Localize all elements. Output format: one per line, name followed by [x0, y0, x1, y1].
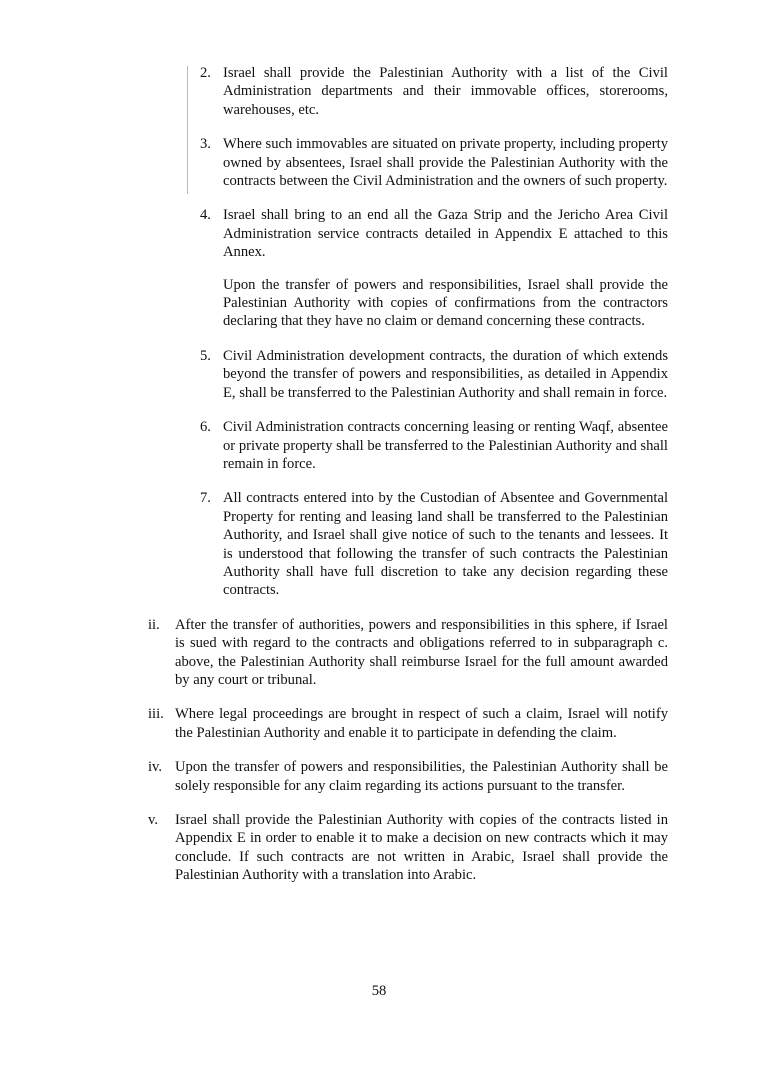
item-marker: iv. [148, 759, 163, 776]
item-text [223, 64, 668, 119]
item-text [223, 206, 668, 330]
list-item [148, 811, 668, 885]
item-text [175, 705, 668, 742]
item-marker: ii. [148, 616, 160, 633]
list-item [200, 206, 668, 330]
paragraph: All contracts entered into by the Custodian of Absentee and Governmental Property for renting and leasing land shall be transferred to the Palestinian Authority, and Israel shall give notice of such to the tenants and lessees. It is understood that following the transfer of such contracts the Palestinian Authority shall have full discretion to take any decision regarding these contracts. [223, 490, 668, 599]
item-marker: 5. [200, 347, 211, 364]
list-item [200, 489, 668, 599]
item-text [175, 758, 668, 795]
item-marker: v. [148, 812, 158, 828]
paragraph: Civil Administration contracts concerning leasing or renting Waqf, absentee or private property shall be transferred to the Palestinian Authority and shall remain in force. [223, 419, 668, 472]
item-text [223, 418, 668, 473]
item-marker: 4. [200, 207, 211, 224]
item-text [175, 616, 668, 690]
page-content [148, 64, 668, 901]
list-item [148, 616, 668, 690]
item-marker: 6. [200, 419, 211, 436]
paragraph: After the transfer of authorities, powers and responsibilities in this sphere, if Israel is sued with regard to the contracts and obligations referred to in subparagraph c. above, the Palestinian Authority shall reimburse Israel for the full amount awarded by any court or tribunal. [175, 616, 668, 688]
list-item [148, 705, 668, 742]
page-number: 58 [371, 983, 387, 999]
list-item [200, 418, 668, 473]
item-marker: 7. [200, 490, 211, 507]
list-item [200, 347, 668, 402]
paragraph: Upon the transfer of powers and responsibilities, the Palestinian Authority shall be solely responsible for any claim regarding its actions pursuant to the transfer. [175, 759, 668, 794]
paragraph: Israel shall provide the Palestinian Authority with a list of the Civil Administration departments and their immovable offices, storerooms, warehouses, etc. [223, 65, 668, 118]
paragraph: Israel shall bring to an end all the Gaza Strip and the Jericho Area Civil Administration service contracts detailed in Appendix E attached to this Annex. [223, 207, 668, 261]
item-text [223, 135, 668, 190]
paragraph: Where legal proceedings are brought in respect of such a claim, Israel will notify the Palestinian Authority and enable it to participate in defending the claim. [175, 706, 668, 741]
item-text [175, 811, 668, 885]
paragraph: Civil Administration development contracts, the duration of which extends beyond the transfer of powers and responsibilities, as detailed in Appendix E, shall be transferred to the Palestinian Authority and shall remain in force. [223, 347, 668, 401]
list-item [148, 758, 668, 795]
item-marker: 2. [200, 65, 211, 81]
item-marker: 3. [200, 136, 211, 153]
item-marker: iii. [148, 706, 164, 723]
item-text [223, 489, 668, 599]
paragraph: Israel shall provide the Palestinian Authority with copies of the contracts listed in Appendix E in order to enable it to make a decision on new contracts which it may conclude. If such contracts are not written in Arabic, Israel shall provide the Palestinian Authority with a translation into Arabic. [175, 812, 668, 884]
list-item [200, 135, 668, 190]
list-item [200, 64, 668, 119]
paragraph: Upon the transfer of powers and responsibilities, Israel shall provide the Palestinian Authority with copies of confirmations from the contractors declaring that they have no claim or demand concerning these contracts. [223, 276, 668, 330]
paragraph: Where such immovables are situated on private property, including property owned by absentees, Israel shall provide the Palestinian Authority with the contracts between the Civil Administration and the owners of such property. [223, 136, 668, 190]
item-text [223, 347, 668, 402]
